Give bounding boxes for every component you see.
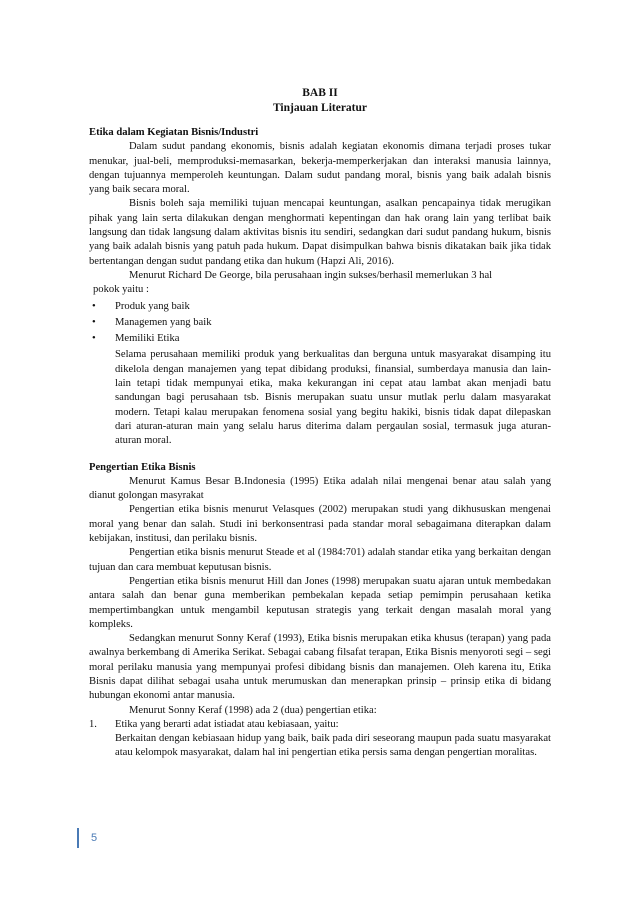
paragraph: Pengertian etika bisnis menurut Hill dan Jones (1998) merupakan suatu ajaran untuk membedakan antara salah dan benar guna memberikan pembekalan kepada setiap pemimpin perusahaan ketika mempertimbangkan untuk mengambil keputusan strategis yang terkait dengan masalah moral yang kompleks. [89,575,551,630]
numbered-list [89,718,551,761]
section-pengertian-etika-bisnis [89,461,551,761]
paragraph: Pengertian etika bisnis menurut Velasques (2002) merupakan studi yang dikhususkan mengenai moral yang benar dan salah. Studi ini berkonsentrasi pada standar moral sebagaimana diterapkan dalam kebijakan, institusi, dan perilaku bisnis. [89,504,551,545]
item-number: 1. [89,718,97,730]
paragraph: Dalam sudut pandang ekonomis, bisnis adalah kegiatan ekonomis dimana terjadi proses tukar menukar, jual-beli, memproduksi-memasarkan, bekerja-memperkerjakan dan interaksi manusia lainnya, dengan tujuannya memperoleh keuntungan. Dalam sudut pandang moral, bisnis yang baik adalah bisnis yang baik secara moral. [89,141,551,196]
paragraph-continuation: pokok yaitu : [93,284,149,296]
bullet-list [89,300,551,347]
section-heading: Etika dalam Kegiatan Bisnis/Industri [89,127,259,138]
paragraph: Pengertian etika bisnis menurut Steade et al (1984:701) adalah standar etika yang berkaitan dengan tujuan dan cara membuat keputusan bisnis. [89,547,551,573]
bullet-item: • Memiliki Etika [89,332,551,346]
bullet-item: • Produk yang baik [89,300,551,314]
paragraph: Menurut Richard De George, bila perusahaan ingin sukses/berhasil memerlukan 3 hal [129,269,493,281]
paragraph: Menurut Sonny Keraf (1998) ada 2 (dua) pengertian etika: [129,704,377,716]
section-heading: Pengertian Etika Bisnis [89,461,196,473]
item-text: Berkaitan dengan kebiasaan hidup yang baik, baik pada diri seseorang maupun pada suatu masyarakat atau kelompok masyarakat, dalam hal ini pengertian etika persis sama dengan pengertian moralitas. [115,733,551,759]
page-title: Tinjauan Literatur [272,102,368,114]
item-title: Etika yang berarti adat istiadat atau kebiasaan, yaitu: [115,718,339,730]
paragraph: Sedangkan menurut Sonny Keraf (1993), Etika bisnis merupakan etika khusus (terapan) yang pada awalnya berkembang di Amerika Serikat. Sebagai cabang filsafat terapan, Etika Bisnis menyoroti segi – segi moral perilaku manusia yang mempunyai profesi dibidang bisnis dan manajemen. Oleh karena itu, Etika Bisnis dapat dilihat sebagai usaha untuk merumuskan dan menerapkan prinsip – prinsip etika di bidang hubungan ekonomi antar manusia. [89,633,551,702]
paragraph: Menurut Kamus Besar B.Indonesia (1995) Etika adalah nilai mengenai benar atau salah yang dianut golongan masyrakat [89,475,551,502]
paragraph: Bisnis boleh saja memiliki tujuan mencapai keuntungan, asalkan pencapainya tidak merugikan pihak yang lain serta dilakukan dengan menghormati kepentingan dan hak orang lain yang terlibat baik langsung dan tidak langsung dalam aktivitas bisnis itu sendiri, sedangkan dari sudut pandang hukum, bisnis yang baik adalah bisnis yang patuh pada hukum. Dapat disimpulkan bahwa bisnis dikatakan baik jika tidak bertentangan dengan sudut pandang etika dan hukum (Hapzi Ali, 2016). [89,198,551,267]
chapter-label: BAB II [302,87,338,99]
bullet-item: • Managemen yang baik [89,316,551,330]
page-number: 5 [77,828,97,848]
section-etika-bisnis-industri [89,126,551,449]
numbered-item [89,718,551,761]
bullet-paragraph: Selama perusahaan memiliki produk yang berkualitas dan berguna untuk masyarakat disamping itu dikelola dengan manajemen yang tepat dibidang produksi, finansial, sumberdaya manusia dan lain-lain tetapi tidak mempunyai etika, maka kekurangan ini cepat atau lambat akan menjadi batu sandungan bagi perusahaan tsb. Bisnis merupakan suatu unsur mutlak perlu dalam masyarakat modern. Tetapi kalau merupakan fenomena sosial yang begitu hakiki, bisnis tidak dapat dilepaskan dari aturan-aturan main yang selalu harus diterima dalam pergaulan sosial, termasuk juga aturan-aturan moral. [115,349,551,447]
page-content [89,86,551,761]
